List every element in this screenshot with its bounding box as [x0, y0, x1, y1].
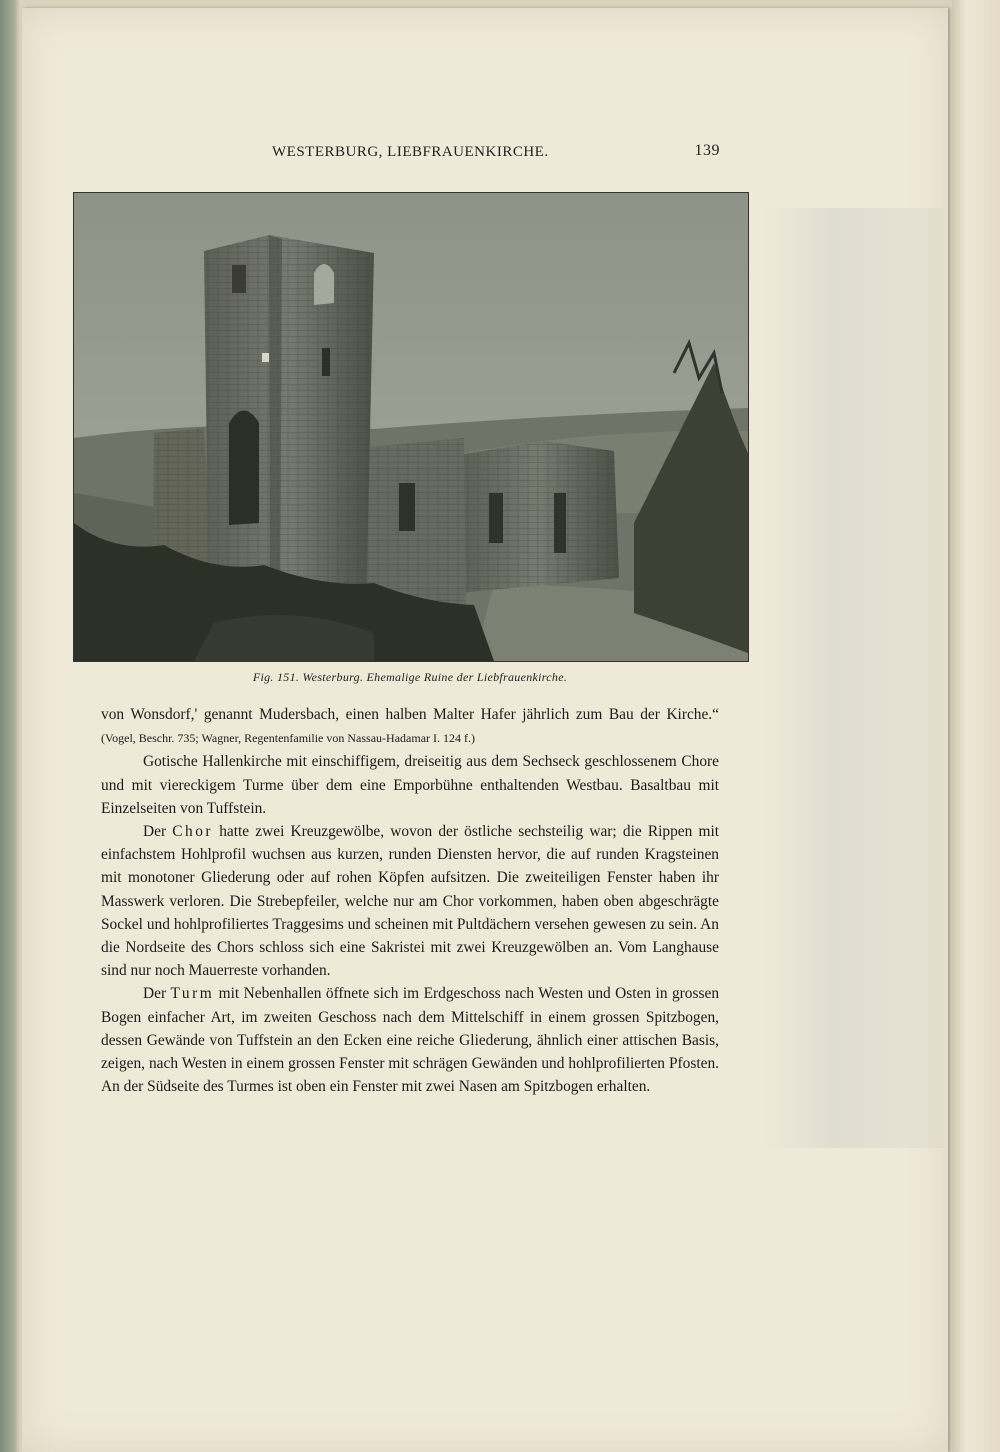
paragraph-3 — [101, 820, 719, 982]
paragraph-4-rest: mit Nebenhallen öffnete sich im Erdgeschoss nach Westen und Osten in grossen Bogen einfacher Art, im zweiten Geschoss nach dem Mittelschiff in einem grossen Spitzbogen, dessen Gewände von Tuffstein an den Ecken eine reiche Gliederung, ähnlich einer attischen Basis, zeigen, nach Westen in einem grossen Fenster mit schrägen Gewänden und hohlprofilierten Pfosten. An der Südseite des Turmes ist oben ein Fenster mit zwei Nasen am Spitzbogen erhalten. — [101, 985, 720, 1096]
ruin-photo-illustration — [74, 193, 748, 661]
paragraph-1-text: von Wonsdorf,' genannt Mudersbach, einen halben Malter Hafer jährlich zum Bau der Kirche.“ — [101, 706, 719, 723]
paragraph-4-start: Der — [143, 985, 171, 1003]
running-header — [272, 144, 720, 166]
figure-caption: Fig. 151. Westerburg. Ehemalige Ruine der Liebfrauenkirche. — [252, 670, 568, 684]
paragraph-1 — [101, 703, 719, 750]
next-page-edge — [952, 0, 1000, 1452]
header-title: WESTERBURG, LIEBFRAUENKIRCHE. — [272, 144, 549, 160]
paragraph-1-reference: (Vogel, Beschr. 735; Wagner, Regentenfamilie von Nassau-Hadamar I. 124 f.) — [101, 731, 476, 746]
paragraph-2: Gotische Hallenkirche mit einschiffigem, dreiseitig aus dem Sechseck geschlossenem Chore und mit viereckigem Turme über dem eine Emporbühne enthaltenden Westbau. Basaltbau mit Einzelseiten von Tuffstein. — [101, 753, 719, 817]
paragraph-3-spaced-word: Chor — [172, 823, 214, 841]
body-text — [101, 703, 719, 1098]
figure-photo — [73, 192, 749, 662]
paragraph-4-spaced-word: Turm — [170, 985, 215, 1003]
page-number: 139 — [694, 142, 720, 159]
paragraph-4 — [101, 982, 719, 1098]
paragraph-3-rest: hatte zwei Kreuzgewölbe, wovon der östliche sechsteilig war; die Rippen mit einfachstem Hohlprofil wuchsen aus kurzen, runden Diensten hervor, die auf runden Kragsteinen mit monotoner Gliederung oder auf rohen Köpfen aufsitzen. Die zweiteiligen Fenster haben ihr Masswerk verloren. Die Strebepfeiler, welche nur am Chor vorkommen, haben oben abgeschrägte Sockel und hohlprofiliertes Traggesims und scheinen mit Pultdächern versehen gewesen zu sein. An die Nordseite des Chors schloss sich eine Sakristei mit zwei Kreuzgewölben an. Vom Langhause sind nur noch Mauerreste vorhanden. — [101, 823, 719, 980]
show-through — [764, 208, 944, 1148]
paragraph-3-start: Der — [143, 823, 173, 841]
